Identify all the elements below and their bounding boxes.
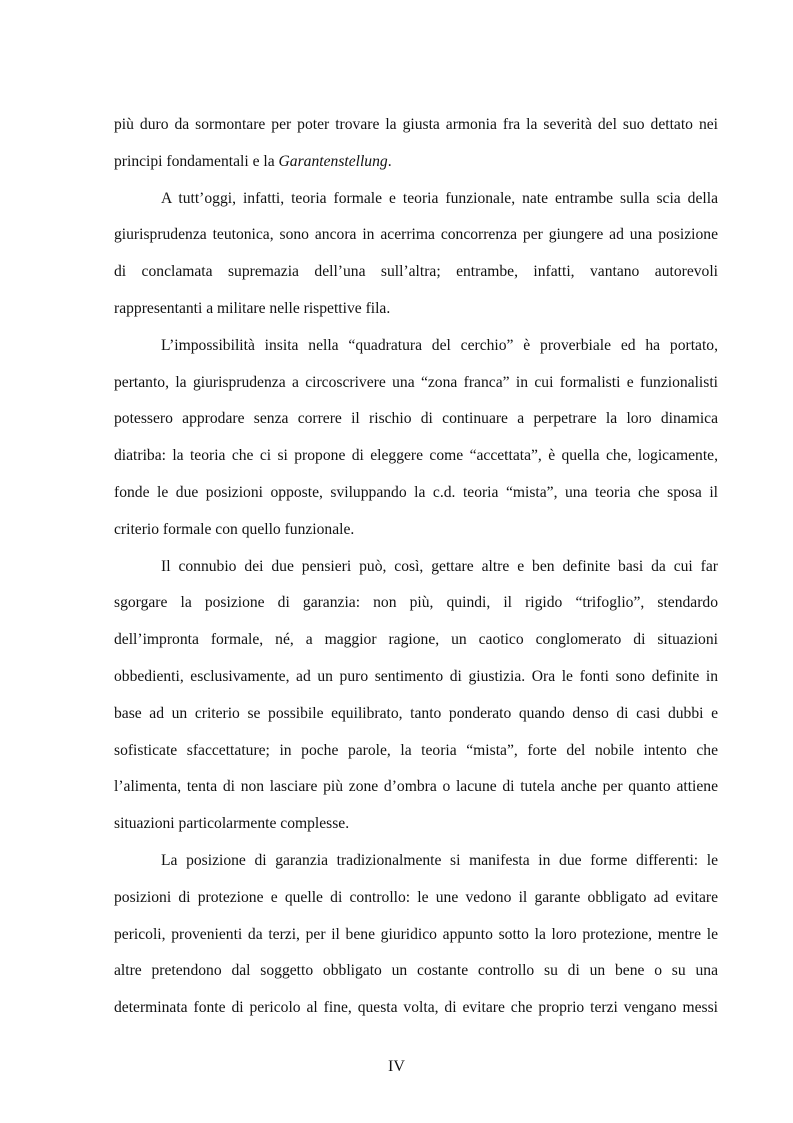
paragraph-4-line-8 [114,811,718,848]
text-segment: l’alimenta, tenta di non lasciare più zone d’ombra o lacune di tutela anche per quanto attiene [114,778,718,796]
paragraph-2-line-3 [114,259,718,296]
paragraph-3-line-1 [114,333,718,370]
paragraph-4-line-3 [114,627,718,664]
paragraph-4-line-7 [114,774,718,811]
page-number: IV [388,1058,405,1075]
text-segment: criterio formale con quello funzionale. [114,520,355,538]
text-segment: base ad un criterio se possibile equilibrato, tanto ponderato quando denso di casi dubbi e [114,704,718,722]
text-segment: giurisprudenza teutonica, sono ancora in acerrima concorrenza per giungere ad una posizione [114,226,718,244]
text-segment: determinata fonte di pericolo al fine, questa volta, di evitare che proprio terzi vengano messi [114,999,718,1017]
paragraph-3-line-2 [114,370,718,407]
paragraph-4-line-6 [114,738,718,775]
paragraph-1-line-1 [114,112,718,149]
text-segment: sgorgare la posizione di garanzia: non più, quindi, il rigido “trifoglio”, stendardo [114,594,718,612]
paragraph-1-line-2 [114,149,718,186]
text-segment: L’impossibilità insita nella “quadratura del cerchio” è proverbiale ed ha portato, [161,336,718,354]
text-segment: La posizione di garanzia tradizionalmente si manifesta in due forme differenti: le [161,851,718,869]
text-segment: obbedienti, esclusivamente, ad un puro sentimento di giustizia. Ora le fonti sono definite in [114,667,718,685]
text-segment: pericoli, provenienti da terzi, per il bene giuridico appunto sotto la loro protezione, mentre le [114,925,718,943]
paragraph-3-line-3 [114,406,718,443]
text-segment: dell’impronta formale, né, a maggior ragione, un caotico conglomerato di situazioni [114,631,718,649]
paragraph-5-line-3 [114,922,718,959]
text-segment: diatriba: la teoria che ci si propone di eleggere come “accettata”, è quella che, logicamente, [114,447,718,465]
text-segment: . [387,152,392,170]
paragraph-4-line-2 [114,590,718,627]
paragraph-5-line-1 [114,848,718,885]
paragraph-4-line-4 [114,664,718,701]
text-segment: altre pretendono dal soggetto obbligato un costante controllo su di un bene o su una [114,962,718,980]
paragraph-5-line-2 [114,885,718,922]
text-segment: Il connubio dei due pensieri può, così, gettare altre e ben definite basi da cui far [161,557,718,575]
paragraph-3-line-6 [114,517,718,554]
body-text [114,112,718,1032]
text-segment: di conclamata supremazia dell’una sull’altra; entrambe, infatti, vantano autorevoli [114,263,718,281]
text-segment: principi fondamentali e la [114,152,279,170]
text-segment: rappresentanti a militare nelle rispettive fila. [114,299,391,317]
text-segment: A tutt’oggi, infatti, teoria formale e teoria funzionale, nate entrambe sulla scia della [161,189,718,207]
paragraph-3-line-5 [114,480,718,517]
text-segment: più duro da sormontare per poter trovare la giusta armonia fra la severità del suo dettato nei [114,116,718,133]
text-segment: fonde le due posizioni opposte, sviluppando la c.d. teoria “mista”, una teoria che sposa il [114,483,718,501]
paragraph-4-line-1 [114,554,718,591]
text-segment: sofisticate sfaccettature; in poche parole, la teoria “mista”, forte del nobile intento che [114,741,718,759]
paragraph-2-line-4 [114,296,718,333]
paragraph-2-line-2 [114,222,718,259]
paragraph-2-line-1 [114,186,718,223]
paragraph-4-line-5 [114,701,718,738]
text-segment: pertanto, la giurisprudenza a circoscrivere una “zona franca” in cui formalisti e funzionalisti [114,373,718,391]
italic-term: Garantenstellung [278,152,388,170]
paragraph-3-line-4 [114,443,718,480]
text-segment: situazioni particolarmente complesse. [114,815,350,833]
paragraph-5-line-4 [114,958,718,995]
text-segment: potessero approdare senza correre il rischio di continuare a perpetrare la loro dinamica [114,410,718,428]
text-segment: posizioni di protezione e quelle di controllo: le une vedono il garante obbligato ad evitare [114,888,718,906]
paragraph-5-line-5 [114,995,718,1032]
